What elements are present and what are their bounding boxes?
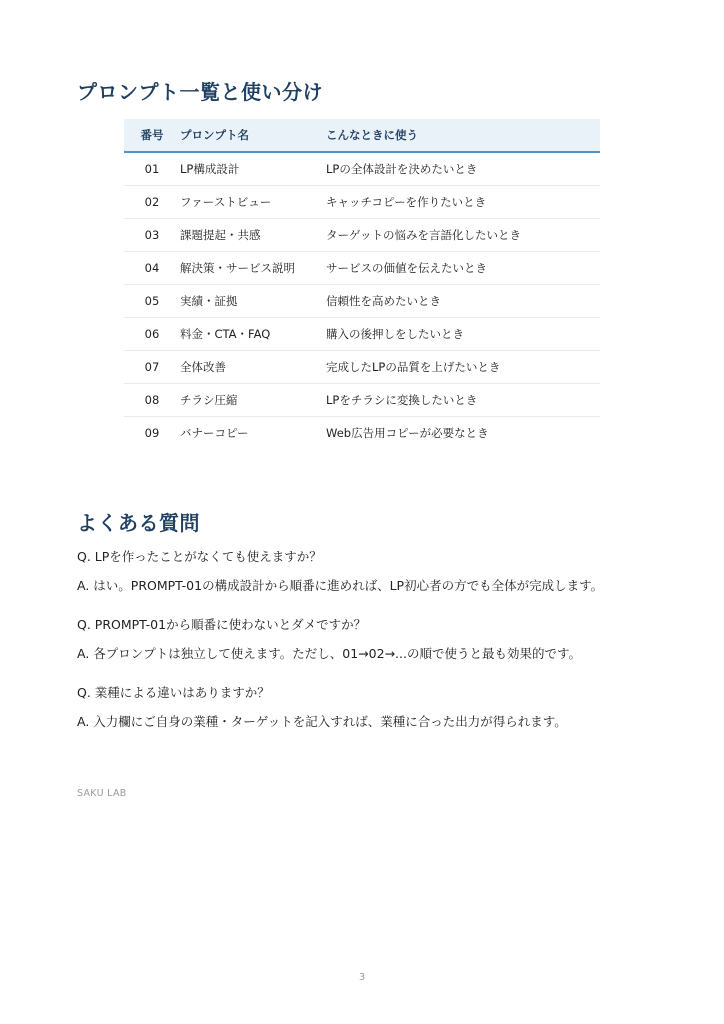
cell-prompt-name: 課題提起・共感 [180, 219, 326, 252]
cell-prompt-name: 全体改善 [180, 351, 326, 384]
table-row [124, 186, 600, 219]
cell-number: 06 [124, 318, 180, 351]
cell-prompt-name: 解決策・サービス説明 [180, 252, 326, 285]
cell-number: 09 [144, 426, 160, 440]
faq-answer: A. 入力欄にご自身の業種・ターゲットを記入すれば、業種に合った出力が得られます。 [77, 714, 567, 729]
cell-use-case: LPの全体設計を決めたいとき [326, 152, 600, 186]
cell-number: 03 [124, 219, 180, 252]
column-header-use-case: こんなときに使う [326, 119, 600, 152]
page-number: 3 [358, 972, 366, 983]
table-row [124, 152, 600, 186]
cell-prompt-name: バナーコピー [180, 426, 249, 440]
table-row [124, 417, 600, 450]
cell-use-case: LPをチラシに変換したいとき [326, 384, 600, 417]
faq-answer: A. 各プロンプトは独立して使えます。ただし、01→02→...の順で使うと最も効果的です。 [77, 646, 581, 661]
table-row [124, 252, 600, 285]
cell-number: 05 [124, 285, 180, 318]
table-row [124, 351, 600, 384]
table-row [124, 219, 600, 252]
cell-number: 07 [124, 351, 180, 384]
cell-use-case: Web広告用コピーが必要なとき [326, 426, 489, 440]
cell-use-case: サービスの価値を伝えたいとき [326, 252, 600, 285]
cell-use-case: キャッチコピーを作りたいとき [326, 186, 600, 219]
table-row [124, 318, 600, 351]
prompt-list-heading: プロンプト一覧と使い分け [77, 80, 323, 104]
faq-question: Q. LPを作ったことがなくても使えますか？ [77, 549, 322, 564]
table-row [124, 285, 600, 318]
cell-number: 04 [124, 252, 180, 285]
cell-number: 08 [124, 384, 180, 417]
table-header-row [124, 119, 600, 152]
column-header-prompt-name: プロンプト名 [180, 119, 326, 152]
cell-prompt-name: ファーストビュー [180, 186, 326, 219]
faq-question: Q. PROMPT-01から順番に使わないとダメですか？ [77, 617, 367, 632]
cell-use-case: 完成したLPの品質を上げたいとき [326, 351, 600, 384]
cell-number: 02 [124, 186, 180, 219]
prompt-table [124, 119, 600, 449]
cell-prompt-name: 料金・CTA・FAQ [180, 318, 326, 351]
table-row [124, 384, 600, 417]
cell-number: 01 [124, 152, 180, 186]
footer-brand: SAKU LAB [77, 788, 127, 799]
column-header-number: 番号 [124, 119, 180, 152]
cell-prompt-name: チラシ圧縮 [180, 384, 326, 417]
faq-heading: よくある質問 [77, 511, 200, 535]
faq-answer: A. はい。PROMPT-01の構成設計から順番に進めれば、LP初心者の方でも全体が完成します。 [77, 578, 604, 593]
cell-use-case: 信頼性を高めたいとき [326, 285, 600, 318]
faq-list [77, 548, 677, 752]
cell-use-case: ターゲットの悩みを言語化したいとき [326, 219, 600, 252]
cell-prompt-name: LP構成設計 [180, 152, 326, 186]
faq-question: Q. 業種による違いはありますか？ [77, 685, 270, 700]
cell-prompt-name: 実績・証拠 [180, 285, 326, 318]
cell-use-case: 購入の後押しをしたいとき [326, 318, 600, 351]
